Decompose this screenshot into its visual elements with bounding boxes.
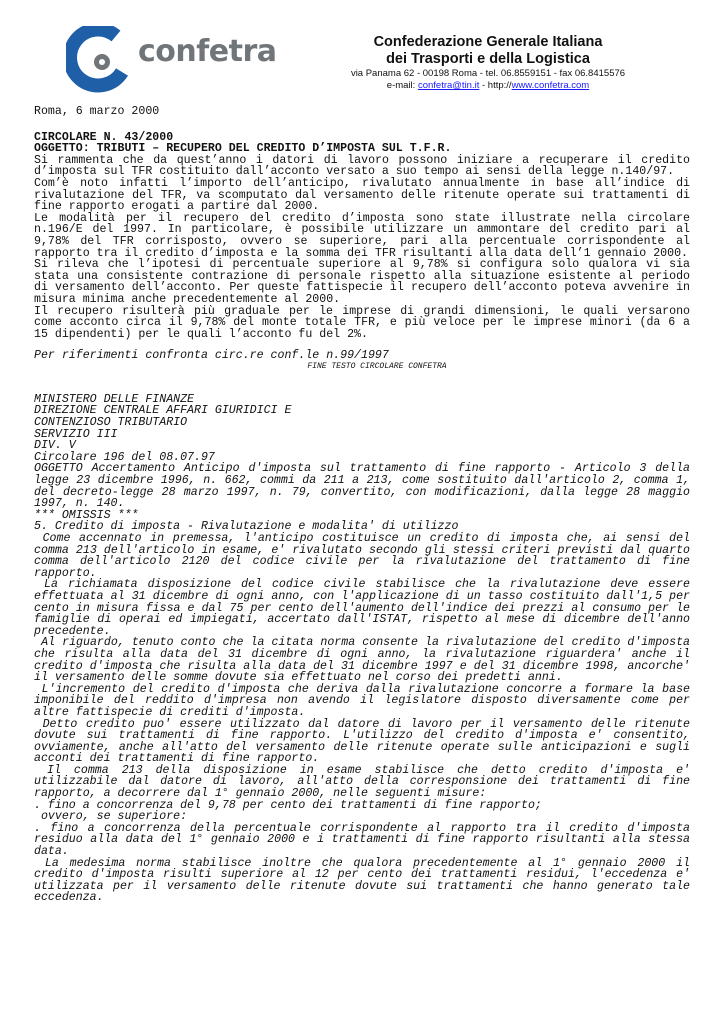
annex-heading-line: SERVIZIO III (34, 427, 118, 441)
annex-heading-line: MINISTERO DELLE FINANZE (34, 392, 195, 406)
circular-paragraph: Com’è noto infatti l’importo dell’anticipo, rivalutato annualmente in base all’indice di rivalutazione del TFR, va scomputato dal versamento delle ritenute operate sui trattamenti di fine rapporto erogati a partire dal 2000. (34, 176, 690, 214)
end-of-circular-note: FINE TESTO CIRCOLARE CONFETRA (307, 361, 447, 371)
logo-wordmark: confetra (138, 34, 277, 69)
annex-paragraph: Detto credito puo' essere utilizzato dal datore di lavoro per il versamento delle ritenute dovute sui trattamenti di fine rapporto. L'utilizzo del credito d'imposta e' consentito, ovviamente, anche all'atto del versamento delle ritenute operate sulle anticipazioni e sugli acconti dei trattamenti di fine rapporto. (34, 717, 697, 766)
letter-date: Roma, 6 marzo 2000 (34, 105, 160, 118)
web-separator: - http:// (479, 80, 512, 91)
annex-list-item: . fino a concorrenza del 9,78 per cento dei trattamenti di fine rapporto; (34, 798, 542, 812)
organization-block (318, 34, 658, 92)
annex-heading-line: Circolare 196 del 08.07.97 (34, 450, 215, 464)
annex-heading-line: CONTENZIOSO TRIBUTARIO (34, 416, 188, 430)
circular-paragraph: Il recupero risulterà più graduale per le imprese di grandi dimensioni, le quali versarono come acconto circa il 9,78% del monte totale TFR, e più veloce per le imprese minori (da 6 a 15 dipendenti) per le quali l’acconto fu del 2%. (34, 304, 690, 341)
website-link[interactable]: www.confetra.com (511, 80, 590, 91)
annex-heading-line: DIREZIONE CENTRALE AFFARI GIURIDICI E (34, 404, 292, 418)
annex-heading-line: DIV. V (34, 439, 76, 453)
annex-paragraph: L'incremento del credito d'imposta che deriva dalla rivalutazione concorre a formare la base imponibile del reddito d'impresa non avendo il legislatore disposto diversamente come per altre fattispecie di crediti d'imposta. (34, 682, 697, 719)
org-contacts (318, 80, 658, 92)
document-body (34, 105, 697, 905)
circular-subject: OGGETTO: TRIBUTI – RECUPERO DEL CREDITO D’IMPOSTA SUL T.F.R. (34, 142, 452, 156)
annex-list-item: . fino a concorrenza della percentuale corrispondente al rapporto tra il credito d'imposta residuo alla data del 1° gennaio 2000 e i trattamenti di fine rapporto risultanti alla stessa data. (34, 821, 697, 859)
confetra-logo (66, 26, 276, 96)
annex-paragraph: ovvero, se superiore: (34, 810, 188, 824)
circular-paragraph: Le modalità per il recupero del credito d’imposta sono state illustrate nella circolare n.196/E del 1997. In particolare, è possibile utilizzare un ammontare del credito pari al 9,78% del TFR corrisposto, ovvero se superiore, pari alla percentuale corrispondente al rapporto tra il credito d’imposta e la somma dei TFR risultanti alla data dell’1 gennaio 2000. (34, 211, 690, 260)
reference-note: Per riferimenti confronta circ.re conf.le n.99/1997 (34, 349, 389, 363)
org-title-line-2: dei Trasporti e della Logistica (386, 51, 590, 67)
ministry-annex (34, 392, 697, 905)
email-label: e-mail: (386, 80, 418, 91)
logo-mark-icon (66, 26, 138, 96)
org-address: via Panama 62 - 00198 Roma - tel. 06.8559151 - fax 06.8415576 (350, 68, 626, 79)
annex-paragraph: La medesima norma stabilisce inoltre che qualora precedentemente al 1° gennaio 2000 il credito d'imposta risulti superiore al 12 per cento dei trattamenti residui, l'eccedenza e' utilizzata per il versamento delle ritenute dovute sui trattamenti che hanno generato tale eccedenza. (34, 856, 697, 905)
annex-paragraph: Al riguardo, tenuto conto che la citata norma consente la rivalutazione del credito d'imposta che risulta alla data del 31 dicembre di ogni anno, la rivalutazione riguardera' anche il credito d'imposta che risulta alla data del 31 dicembre 1997 e del 31 dicembre 1998, ancorche' il versamento delle somme dovute sia effettuato nel corso dei predetti anni. (34, 636, 697, 685)
circular-paragraph: Si rammenta che da quest’anno i datori di lavoro possono iniziare a recuperare il credito d’imposta sul TFR costituito dall’acconto versato a suo tempo ai sensi della legge n.140/97. (34, 153, 690, 179)
annex-paragraph: La richiamata disposizione del codice civile stabilisce che la rivalutazione deve essere effettuata al 31 dicembre di ogni anno, con l'applicazione di un tasso costituito dall'1,5 per cento in misura fissa e dal 75 per cento dell'aumento dell'indice dei prezzi al consumo per le famiglie di operai ed impiegati, accertato dall'ISTAT, rispetto al mese di dicembre dell'anno precedente. (34, 578, 697, 638)
annex-paragraph: Il comma 213 della disposizione in esame stabilisce che detto credito d'imposta e' utilizzabile dal datore di lavoro, all'atto della corresponsione dei trattamenti di fine rapporto, a decorrere dal 1° gennaio 2000, nelle seguenti misure: (34, 763, 697, 801)
annex-subject: OGGETTO Accertamento Anticipo d'imposta sul trattamento di fine rapporto - Articolo 3 della legge 23 dicembre 1996, n. 662, commi da 211 a 213, come sostituito dall'articolo 2, comma 1, del decreto-legge 28 marzo 1997, n. 79, convertito, con modificazioni, dalla legge 28 maggio 1997, n. 140. (34, 462, 690, 511)
circular-number: CIRCOLARE N. 43/2000 (34, 130, 174, 144)
circular-paragraph: Si rileva che l’ipotesi di percentuale superiore al 9,78% si configura solo qualora vi sia stata una consistente contrazione di personale rispetto alla situazione esistente al periodo di versamento dell’acconto. Per queste fattispecie il recupero dell’acconto poteva avvenire in misura minima anche precedentemente al 2000. (34, 258, 690, 306)
org-title-line-1: Confederazione Generale Italiana (373, 34, 603, 50)
annex-section-title: 5. Credito di imposta - Rivalutazione e modalita' di utilizzo (34, 520, 459, 534)
omissis-marker: *** OMISSIS *** (34, 508, 139, 522)
annex-paragraph: Come accennato in premessa, l'anticipo costituisce un credito di imposta che, ai sensi del comma 213 dell'articolo in esame, e' rivalutato secondo gli stessi criteri previsti dal quarto comma dell'articolo 2120 del codice civile per la rivalutazione del trattamento di fine rapporto. (34, 532, 697, 580)
email-link[interactable]: confetra@tin.it (417, 80, 480, 91)
